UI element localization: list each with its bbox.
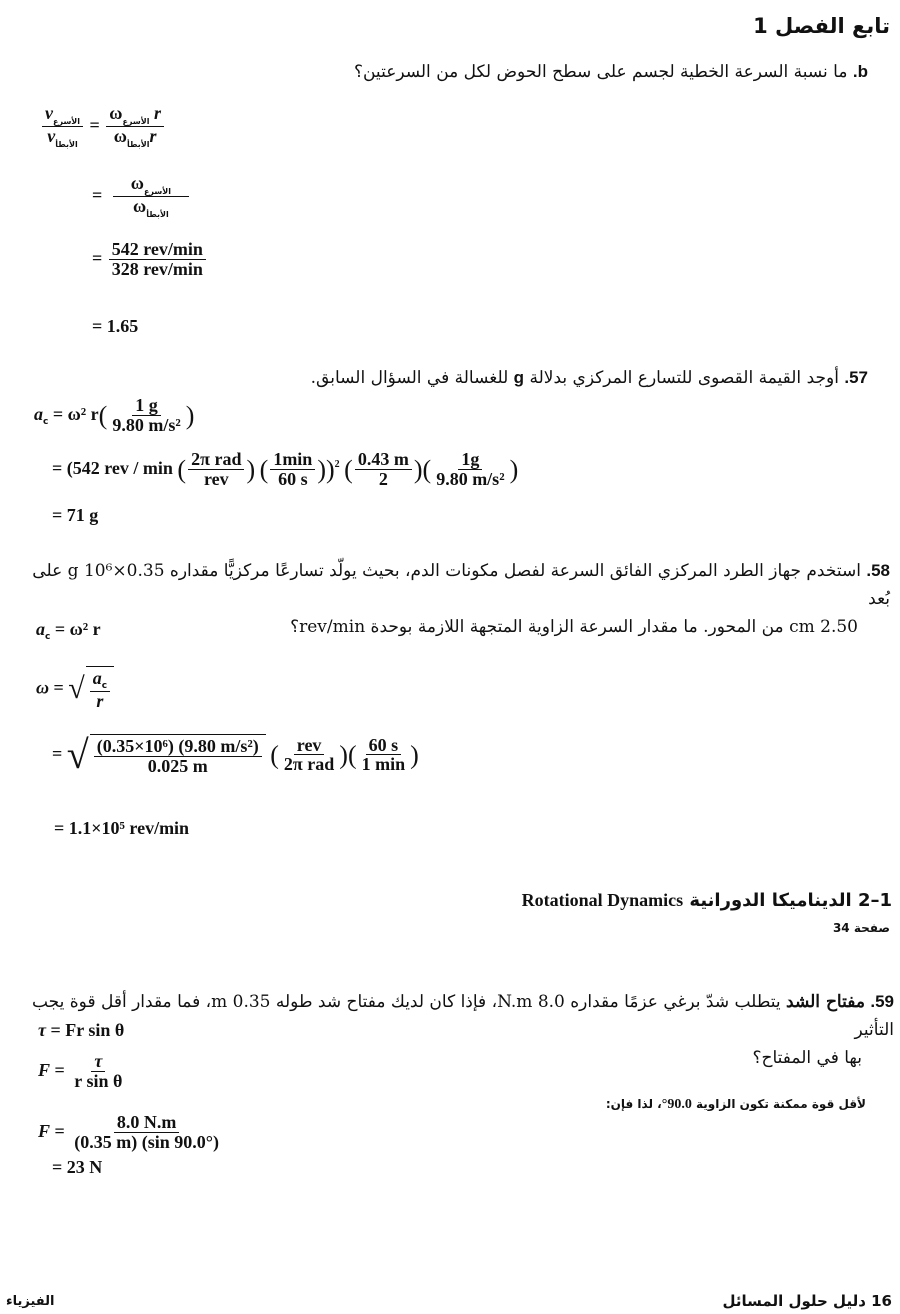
eq59-line3: F = $\frac{8.0 N.m}{(0.35 m) (\sin 90.0^\circ)}$ bbox=[38, 1112, 219, 1152]
eq58-line3: = √ $\frac{\text{(0.35×10⁶) (9.80 m/s²)}}{0.025 m}$ ( $\frac{\text{rev}}{\text{2π rad}}$ )( $\frac{60 s}{1 \min}$ ) bbox=[52, 732, 419, 778]
chapter-header: تابع الفصل 1 bbox=[753, 14, 890, 38]
section-heading: 1–2 الديناميكا الدورانية Rotational Dynamics bbox=[521, 890, 892, 911]
eq57-result: = 71 g bbox=[52, 505, 99, 525]
footer-page: 16 دليل حلول المسائل bbox=[722, 1292, 892, 1310]
eq59-note: لأقل قوة ممكنة تكون الزاوية 90.0°، لذا فإن: bbox=[605, 1097, 866, 1112]
ratio-equation-3: = $\frac{\text{542 rev/min}}{\text{328 rev/min}}$ bbox=[92, 240, 208, 280]
question-58: 58. استخدم جهاز الطرد المركزي الفائق السرعة لفصل مكونات الدم، بحيث يولّد تسارعًا مركزيًّا مقداره 0.35×10⁶ g على بُعد 2.50 cm من المحور. ما مقدار السرعة الزاوية المتجهة اللازمة بوحدة rev/min؟ bbox=[32, 561, 890, 637]
eq59-result: = 23 N bbox=[52, 1157, 103, 1177]
eq58-line2: ω = √ $\frac{a_c}{r}$ bbox=[36, 666, 114, 712]
question-b bbox=[8, 58, 868, 86]
footer-subject: الفيزياء bbox=[6, 1294, 55, 1309]
ratio-result: = 1.65 bbox=[92, 316, 139, 336]
question-label: b. bbox=[852, 62, 868, 81]
eq59-line2: F = $\frac{\tau}{\text{r sin θ}}$ bbox=[38, 1051, 123, 1091]
eq57-line2: = (542 rev / min ( $\frac{\text{2π rad}}{\text{rev}}$ ) ( $\frac{1\min}{60 s}$ ))$^2$ ( $\frac{0.43 m}{2}$ )( $\frac{1g}{\text{9.80 m/s²}}$ ) bbox=[52, 449, 519, 489]
question-text: ما نسبة السرعة الخطية لجسم على سطح الحوض لكل من السرعتين؟ bbox=[353, 62, 848, 82]
eq59-line1: τ = Fr sin θ bbox=[38, 1020, 125, 1040]
question-59: 59. مفتاح الشد يتطلب شدّ برغي عزمًا مقداره 8.0 N.m، فإذا كان لديك مفتاح شد طوله 0.35 m، فما مقدار أقل قوة يجب التأثير بها في المفتاح؟ bbox=[31, 992, 894, 1068]
question-57: 57. أوجد القيمة القصوى للتسارع المركزي بدلالة g للغسالة في السؤال السابق. bbox=[310, 368, 868, 388]
eq58-result: = 1.1×10⁵ rev/min bbox=[54, 818, 190, 838]
ratio-equation-2: = $\frac{\omega_{الأسرع}}{\omega_{الأبطأ}}$ bbox=[92, 174, 191, 220]
eq57-line1: $a_c = \omega^2$ r( $\frac{1 g}{\text{9.80 m/s²}}$ ) bbox=[34, 395, 195, 435]
page-reference: صفحة 34 bbox=[832, 921, 890, 935]
ratio-equation-1: $\frac{v_{الأسرع}}{v_{الأبطأ}}$ = $\frac{\omega_{الأسرع} r}{\omega_{الأبطأ}r}$ bbox=[40, 104, 166, 150]
eq58-line1: $a_c = \omega^2$ r bbox=[36, 619, 101, 642]
